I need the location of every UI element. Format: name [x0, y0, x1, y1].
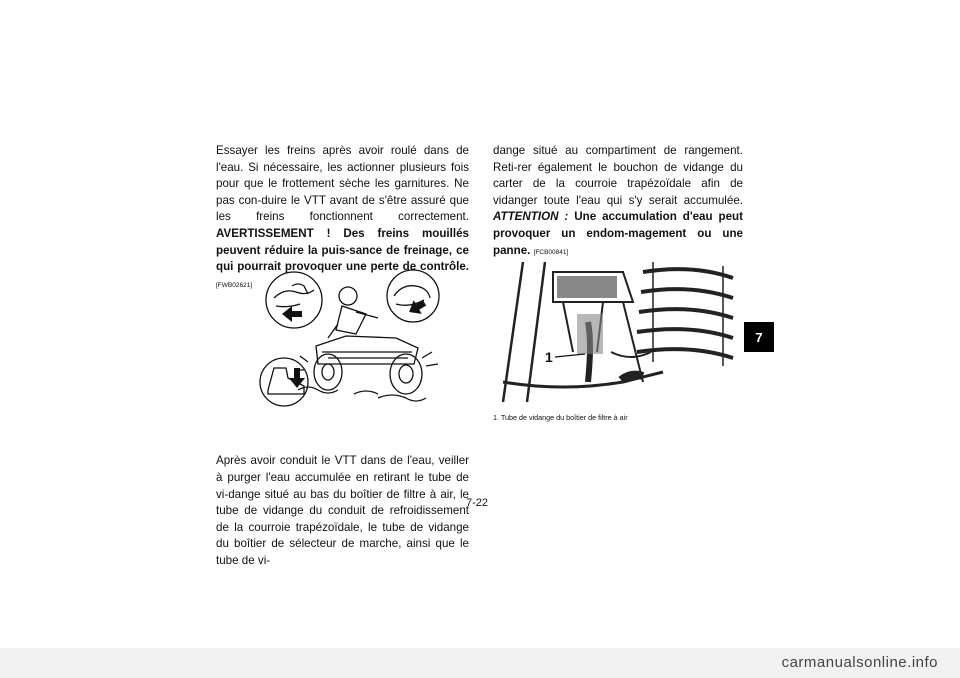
drain-continued-text: dange situé au compartiment de rangement. Reti-rer également le bouchon de vidange du carter de la courroie trapézoïdale afin de vidanger toute l'eau qui s'y serait accumulée. — [493, 144, 743, 207]
attention-code: [FCB00841] — [533, 248, 569, 256]
brake-instructions: Essayer les freins après avoir roulé dans de l'eau. Si nécessaire, les actionner plusieurs fois pour que le frottement sèche les garnitures. Ne pas con-duire le VTT avant de s'être assuré que les freins fonctionnent correctement. — [216, 144, 469, 224]
chapter-tab: 7 — [744, 322, 774, 352]
atv-water-illustration — [258, 262, 440, 416]
figure-caption: 1. Tube de vidange du boîtier de filtre à air — [493, 413, 628, 422]
warning-text: AVERTISSEMENT ! Des freins mouillés peuvent réduire la puis-sance de freinage, ce qui pourrait provoquer une perte de contrôle. — [216, 226, 469, 274]
attention-label: ATTENTION : — [493, 210, 569, 224]
callout-number: 1 — [545, 349, 553, 365]
hand-brake-inset — [266, 272, 322, 328]
page-number: 7-22 — [466, 497, 489, 509]
rider-helmet — [339, 287, 357, 305]
air-filter-drain-photo — [493, 262, 743, 406]
drain-continued-paragraph — [493, 143, 743, 261]
warning-code: [FWB02621] — [216, 281, 253, 289]
attention-text: Une accumulation d'eau peut provoquer un endom-magement ou une panne. — [493, 210, 743, 257]
thumb-brake-inset — [387, 270, 439, 322]
drain-paragraph: Après avoir conduit le VTT dans de l'eau, veiller à purger l'eau accumulée en retirant le tube de vi-dange situé au bas du boîtier de filtre à air, le tube de vidange du conduit de refroidissement de la courroie trapézoïdale, le tube de vidange du boîtier de sélecteur de marche, ainsi que le tube de vi- — [216, 454, 469, 567]
watermark: carmanualsonline.info — [0, 648, 960, 678]
